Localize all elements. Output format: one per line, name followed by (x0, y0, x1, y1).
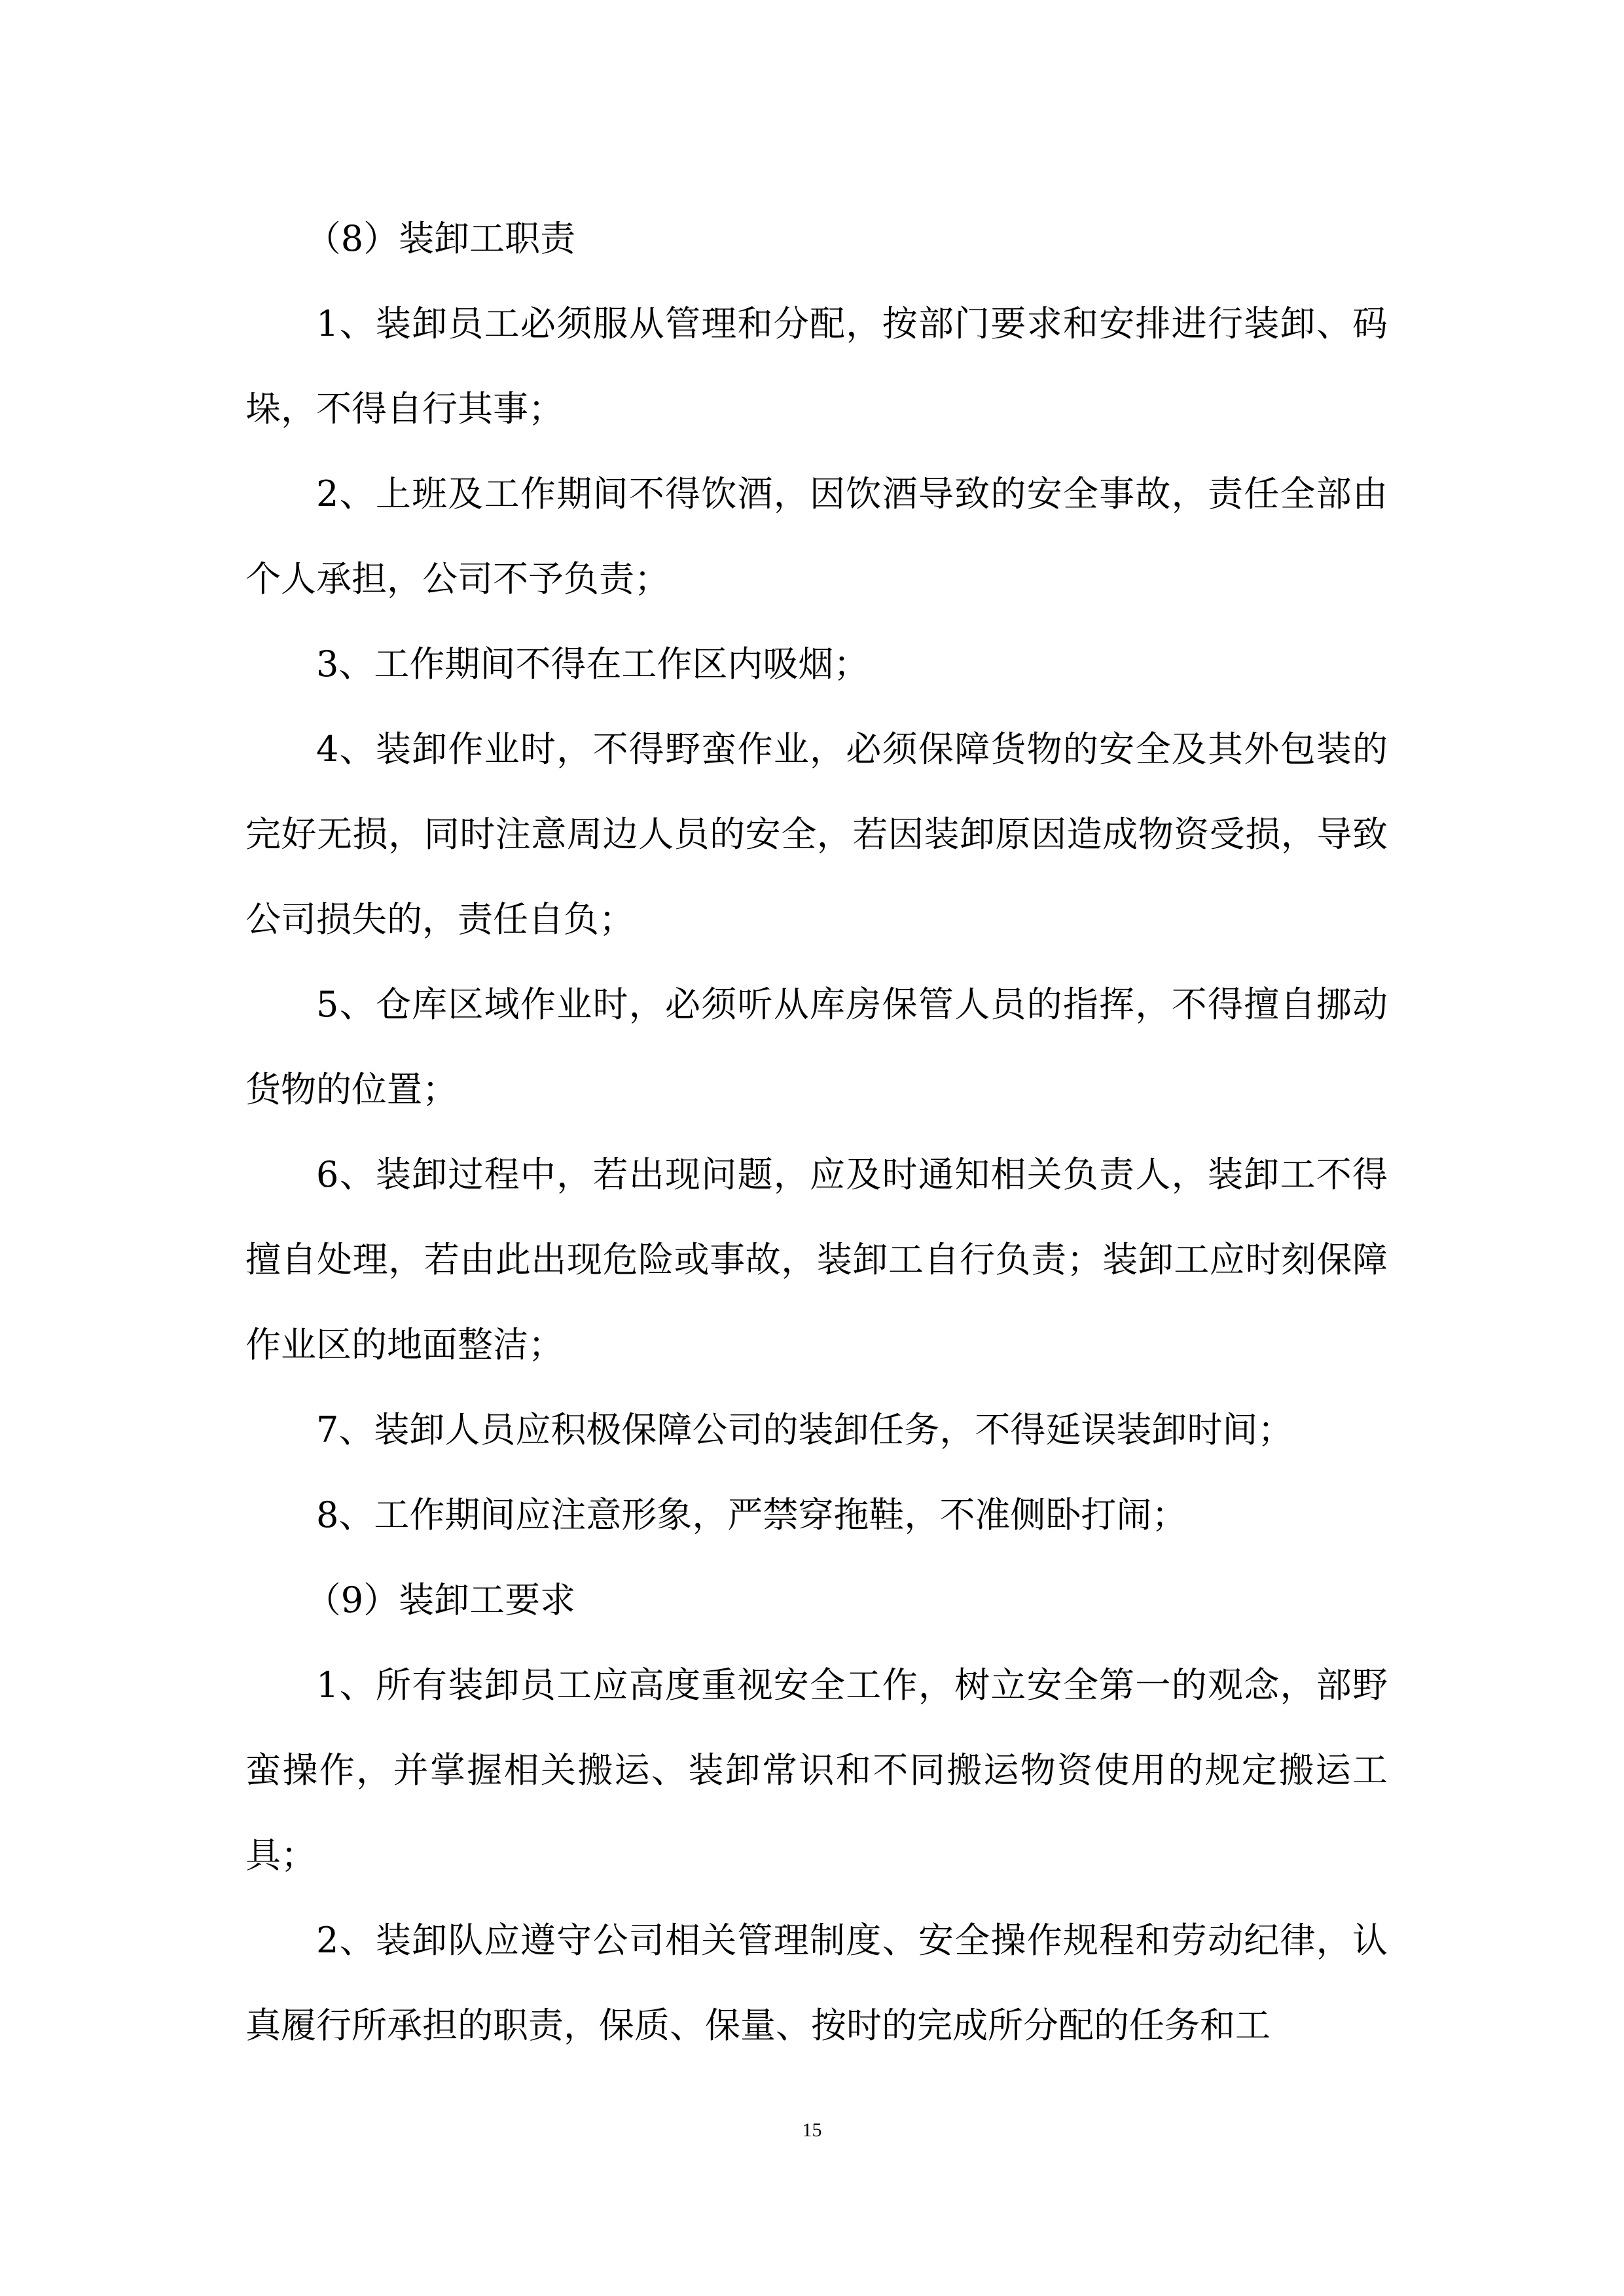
paragraph-8-1: 1、装卸员工必须服从管理和分配，按部门要求和安排进行装卸、码垛，不得自行其事； (245, 303, 1388, 429)
page-content (245, 196, 1388, 2068)
paragraph-8-6: 6、装卸过程中，若出现问题，应及时通知相关负责人，装卸工不得擅自处理，若由此出现危险或事故，装卸工自行负责；装卸工应时刻保障作业区的地面整洁； (245, 1154, 1388, 1365)
page-number: 15 (802, 2119, 822, 2141)
section-heading-8: （8）装卸工职责 (305, 218, 576, 259)
paragraph-9-1: 1、所有装卸员工应高度重视安全工作，树立安全第一的观念，部野蛮操作，并掌握相关搬运、装卸常识和不同搬运物资使用的规定搬运工具； (245, 1664, 1388, 1876)
paragraph-8-5: 5、仓库区域作业时，必须听从库房保管人员的指挥，不得擅自挪动货物的位置； (245, 984, 1388, 1110)
paragraph-8-3: 3、工作期间不得在工作区内吸烟； (316, 643, 869, 685)
paragraph-8-7: 7、装卸人员应积极保障公司的装卸任务，不得延误装卸时间； (316, 1409, 1293, 1450)
paragraph-8-2: 2、上班及工作期间不得饮酒，因饮酒导致的安全事故，责任全部由个人承担，公司不予负责； (245, 473, 1388, 600)
paragraph-9-2: 2、装卸队应遵守公司相关管理制度、安全操作规程和劳动纪律，认真履行所承担的职责，保质、保量、按时的完成所分配的任务和工 (245, 1920, 1388, 2046)
paragraph-8-4: 4、装卸作业时，不得野蛮作业，必须保障货物的安全及其外包装的完好无损，同时注意周边人员的安全，若因装卸原因造成物资受损，导致公司损失的，责任自负； (245, 728, 1388, 940)
paragraph-8-8: 8、工作期间应注意形象，严禁穿拖鞋，不准侧卧打闹； (316, 1494, 1187, 1535)
section-heading-9: （9）装卸工要求 (305, 1579, 576, 1621)
